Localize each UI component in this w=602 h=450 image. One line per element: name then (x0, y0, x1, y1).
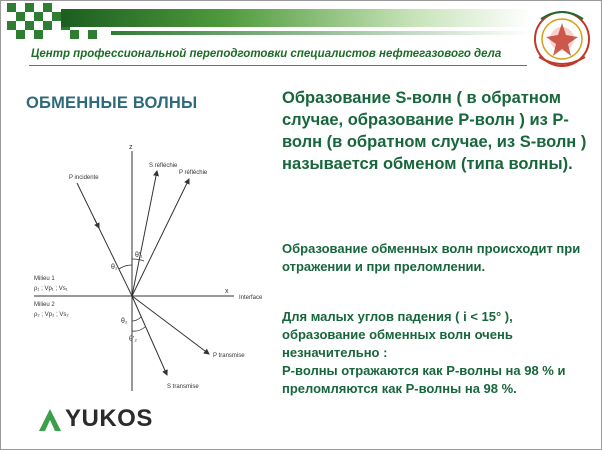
medium2-params: ρ₂ ; Vp₂ ; Vs₂ (34, 312, 69, 318)
p-incident-ray (77, 183, 132, 296)
header-gradient-bar (61, 9, 531, 27)
yukos-logo-icon (37, 407, 63, 433)
p-transmitted-label: P transmise (213, 353, 245, 359)
theta1-prime-label: θ'₁ (135, 252, 143, 259)
interface-label: Interface (239, 295, 263, 301)
x-axis-label: x (225, 288, 229, 295)
paragraph-formation: Образование обменных волн происходит при отражении и при преломлении. (282, 241, 581, 274)
paragraph-small-angles-intro: Для малых углов падения ( i < 15° ), образование обменных волн очень незначительно : (282, 309, 513, 360)
yukos-logo-text: YUKOS (65, 405, 153, 432)
medium1-params: ρ₁ ; Vp₁ ; Vs₁ (34, 286, 68, 292)
p-incident-label: P incidente (69, 175, 99, 181)
medium2-label: Milieu 2 (34, 302, 55, 308)
theta2-label: θ₂ (121, 318, 128, 325)
p-transmitted-ray (132, 296, 209, 354)
s-transmitted-ray (132, 296, 167, 375)
header-gradient-line (111, 31, 531, 35)
s-transmitted-label: S transmise (167, 384, 199, 390)
wave-conversion-diagram (19, 141, 281, 401)
s-reflected-label: S réfléchie (149, 163, 178, 169)
s-reflected-ray (132, 171, 157, 296)
slide-heading: ОБМЕННЫЕ ВОЛНЫ (26, 94, 198, 112)
paragraph-small-angles (282, 308, 592, 398)
yukos-logo (37, 405, 187, 435)
paragraph-definition: Образование S-волн ( в обратном случае, образование P-волн ) из P-волн (в обратном случае, из S-волн ) называется обменом (типа волны). (282, 89, 587, 173)
top-decorative-band (1, 1, 601, 41)
emblem-icon (529, 7, 595, 71)
header-divider (29, 65, 527, 66)
theta1-label: θ₁ (111, 264, 118, 271)
z-axis-label: z (129, 144, 133, 151)
p-reflected-label: P réfléchie (179, 170, 208, 176)
theta2-prime-label: θ'₂ (129, 336, 137, 343)
p-reflected-ray (132, 179, 189, 296)
medium1-label: Milieu 1 (34, 276, 55, 282)
paragraph-small-angles-detail: P-волны отражаются как P-волны на 98 % и преломляются как P-волны на 98 %. (282, 363, 566, 396)
header-title: Центр профессиональной переподготовки специалистов нефтегазового дела (31, 48, 502, 60)
